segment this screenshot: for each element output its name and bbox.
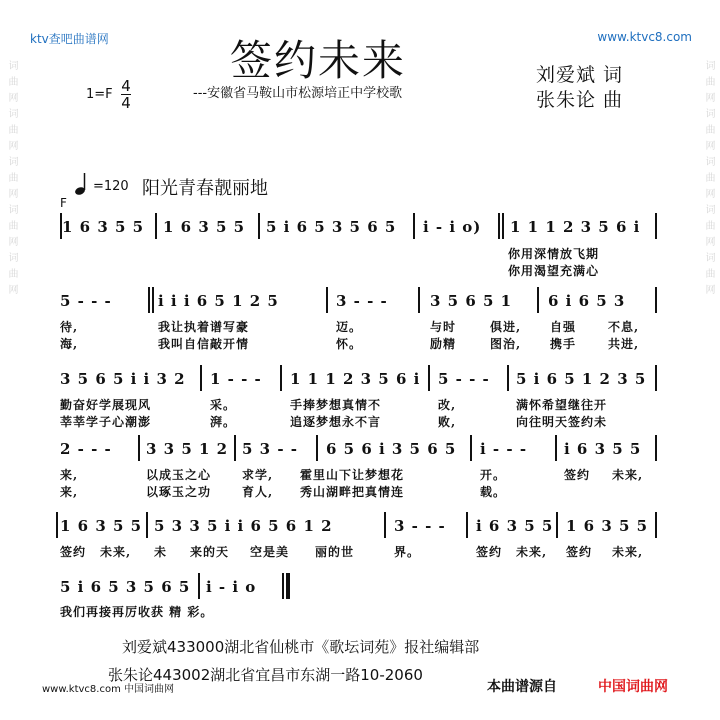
- lyric-word: 未来,: [516, 545, 548, 559]
- clef-mark: F: [60, 196, 67, 210]
- measure: 5 - - -: [438, 370, 490, 388]
- lyric-word: 求学,: [242, 468, 274, 482]
- barline: [655, 435, 657, 461]
- lyric-word: 追逐梦想永不言: [290, 415, 382, 429]
- barline: [537, 287, 539, 313]
- lyric-word: 莘莘学子心潮澎: [60, 415, 152, 429]
- time-signature: [121, 78, 131, 111]
- lyric-word: 以成玉之心: [146, 468, 212, 482]
- measure: 3 - - -: [394, 517, 446, 535]
- barline: [502, 213, 504, 239]
- measure: i 6 3 5 5: [476, 517, 554, 535]
- lyricist-address: 刘爱斌433000湖北省仙桃市《歌坛词苑》报社编辑部: [122, 638, 480, 656]
- barline: [555, 435, 557, 461]
- lyric-word: 我让执着谱写豪: [158, 320, 250, 334]
- lyric-word: 自强: [550, 320, 577, 334]
- barline: [198, 573, 200, 599]
- lyric-word: 勤奋好学展现风: [60, 398, 152, 412]
- measure: i - - -: [480, 440, 528, 458]
- barline: [413, 213, 415, 239]
- lyric-word: 来的天: [190, 545, 230, 559]
- measure: 1 6 3 5 5: [163, 218, 246, 236]
- measure: 1 6 3 5 5: [566, 517, 649, 535]
- barline: [258, 213, 260, 239]
- barline: [418, 287, 420, 313]
- composer-address: 张朱论443002湖北省宜昌市东湖一路10-2060: [108, 666, 423, 684]
- barline: [152, 287, 154, 313]
- expression-mark: 阳光青春靓丽地: [142, 178, 268, 199]
- lyric-word: 励精: [430, 337, 457, 351]
- lyric-word: 秀山湖畔把真情连: [300, 485, 405, 499]
- lyric-word: 未来,: [612, 545, 644, 559]
- lyric-word: 签约: [564, 468, 591, 482]
- barline: [155, 213, 157, 239]
- final-barline-thick: [286, 573, 290, 599]
- lyric-word: 签约: [566, 545, 593, 559]
- quarter-note-icon: [74, 172, 94, 196]
- lyric-word: 签约: [476, 545, 503, 559]
- barline: [280, 365, 282, 391]
- lyric-word: 向往明天签约未: [516, 415, 608, 429]
- measure: 1 1 1 2 3 5 6 i: [290, 370, 421, 388]
- measure: i 6 3 5 5: [564, 440, 642, 458]
- final-barline-thin: [282, 573, 284, 599]
- measure: 2 - - -: [60, 440, 112, 458]
- key-signature: 1=F: [86, 87, 113, 102]
- barline: [556, 512, 558, 538]
- lyric-word: 改,: [438, 398, 457, 412]
- lyric-word: 界。: [394, 545, 421, 559]
- lyric-word: 海,: [60, 337, 79, 351]
- barline: [138, 435, 140, 461]
- measure: 1 6 3 5 5: [62, 218, 145, 236]
- lyric-word: 采。: [210, 398, 237, 412]
- lyric-word: 不息,: [608, 320, 640, 334]
- measure: 5 3 3 5 i i 6 5 6 1 2: [154, 517, 333, 535]
- song-title: 签约未来: [230, 36, 407, 85]
- lyric-word: 未来,: [100, 545, 132, 559]
- measure: 3 5 6 5 i i 3 2: [60, 370, 186, 388]
- lyric-word: 来,: [60, 468, 79, 482]
- barline: [56, 512, 58, 538]
- lyric-word: 湃。: [210, 415, 237, 429]
- lyric-word: 育人,: [242, 485, 274, 499]
- barline: [466, 512, 468, 538]
- lyric-word: 迈。: [336, 320, 363, 334]
- lyric-word: 霍里山下让梦想花: [300, 468, 405, 482]
- barline: [146, 512, 148, 538]
- barline: [326, 287, 328, 313]
- lyric-word: 携手: [550, 337, 577, 351]
- lyric-word: 俱进,: [490, 320, 522, 334]
- lyric-word: 未: [154, 545, 168, 559]
- measure: 3 - - -: [336, 292, 388, 310]
- lyric-word: 来,: [60, 485, 79, 499]
- footer-site-url[interactable]: www.ktvc8.com 中国词曲网: [42, 684, 175, 695]
- site-url-right[interactable]: www.ktvc8.com: [597, 30, 692, 44]
- barline: [655, 213, 657, 239]
- measure: i - i o: [206, 578, 257, 596]
- lyric-word: 待,: [60, 320, 79, 334]
- barline: [148, 287, 150, 313]
- measure: 5 3 - -: [242, 440, 298, 458]
- measure: 3 5 6 5 1: [430, 292, 513, 310]
- time-signature-bottom: 4: [121, 94, 131, 112]
- lyric-word: 与时: [430, 320, 457, 334]
- lyric-word: 签约: [60, 545, 87, 559]
- lyric-word: 败,: [438, 415, 457, 429]
- source-label: 本曲谱源自: [487, 679, 557, 695]
- lyric-word: 图治,: [490, 337, 522, 351]
- barline: [384, 512, 386, 538]
- measure: 5 - - -: [60, 292, 112, 310]
- lyric-line: 你用深情放飞期: [508, 247, 600, 261]
- song-subtitle: ---安徽省马鞍山市松源培正中学校歌: [193, 86, 403, 101]
- lyricist-credit: 刘爱斌 词: [536, 64, 624, 86]
- measure: 5 i 6 5 1 2 3 5: [516, 370, 647, 388]
- lyric-word: 手捧梦想真情不: [290, 398, 382, 412]
- lyric-line: 我们再接再厉收获 精 彩。: [60, 605, 214, 619]
- measure: 1 1 1 2 3 5 6 i: [510, 218, 641, 236]
- lyric-word: 怀。: [336, 337, 363, 351]
- lyric-word: 满怀希望继往开: [516, 398, 608, 412]
- lyric-word: 丽的世: [315, 545, 355, 559]
- barline: [234, 435, 236, 461]
- measure: i - i o): [423, 218, 482, 236]
- measure: 6 5 6 i 3 5 6 5: [326, 440, 457, 458]
- lyric-word: 开。: [480, 468, 507, 482]
- lyric-word: 空是美: [250, 545, 290, 559]
- lyric-word: 未来,: [612, 468, 644, 482]
- barline: [655, 512, 657, 538]
- measure: 6 i 6 5 3: [548, 292, 626, 310]
- barline: [655, 287, 657, 313]
- source-site-link[interactable]: 中国词曲网: [598, 679, 668, 695]
- barline: [470, 435, 472, 461]
- tempo-mark: =120: [93, 179, 129, 194]
- barline: [507, 365, 509, 391]
- side-watermark-left: 词曲网词曲网词曲网词曲网词曲网: [6, 60, 17, 300]
- measure: 5 i 6 5 3 5 6 5: [266, 218, 397, 236]
- barline: [316, 435, 318, 461]
- lyric-line: 你用渴望充满心: [508, 264, 600, 278]
- lyric-word: 我叫自信敲开情: [158, 337, 250, 351]
- measure: 1 - - -: [210, 370, 262, 388]
- barline: [200, 365, 202, 391]
- composer-credit: 张朱论 曲: [536, 89, 624, 111]
- lyric-word: 载。: [480, 485, 507, 499]
- barline: [428, 365, 430, 391]
- barline: [655, 365, 657, 391]
- side-watermark-right: 词曲网词曲网词曲网词曲网词曲网: [703, 60, 714, 300]
- lyric-word: 共进,: [608, 337, 640, 351]
- measure: i i i 6 5 1 2 5: [158, 292, 279, 310]
- time-signature-top: 4: [121, 77, 131, 95]
- barline: [498, 213, 500, 239]
- measure: 1 6 3 5 5: [60, 517, 143, 535]
- measure: 3 3 5 1 2: [146, 440, 229, 458]
- measure: 5 i 6 5 3 5 6 5: [60, 578, 191, 596]
- lyric-word: 以琢玉之功: [146, 485, 212, 499]
- site-logo-left[interactable]: ktv查吧曲谱网: [30, 32, 109, 46]
